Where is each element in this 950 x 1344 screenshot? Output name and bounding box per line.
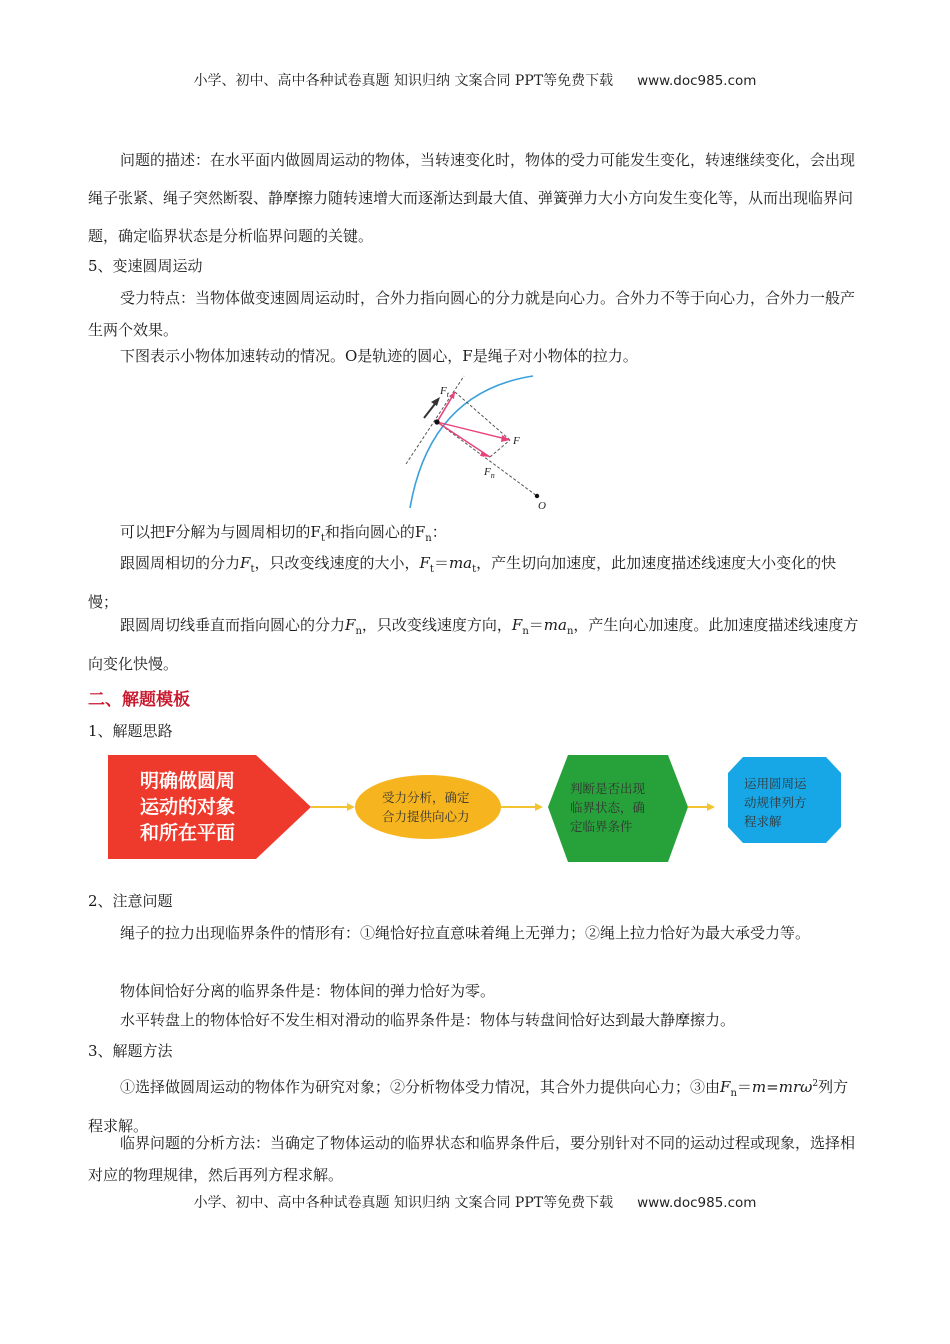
label-f: F bbox=[513, 435, 520, 447]
flow-step2-text: 受力分析，确定 合力提供向心力 bbox=[382, 790, 470, 824]
f-vector bbox=[437, 422, 510, 440]
page-header bbox=[0, 70, 950, 90]
label-o: O bbox=[538, 500, 546, 512]
flow-connector-3-head bbox=[707, 803, 715, 811]
flow-step4-text: 运用圆周运 动规律列方 程求解 bbox=[744, 776, 807, 829]
section5-paragraph-4: 跟圆周相切的分力$F_t$，只改变线速度的大小，$F_t=ma_t$，产生切向加速度，此加速度描述线速度大小变化的快慢； bbox=[88, 554, 837, 611]
center-point bbox=[535, 494, 539, 498]
flow-step2-shape bbox=[355, 775, 501, 839]
flow-step3-text: 判断是否出现 临界状态，确 定临界条件 bbox=[570, 781, 646, 834]
footer-text: 小学、初中、高中各种试卷真题 知识归纳 文案合同 PPT等免费下载 bbox=[193, 1195, 614, 1211]
page-footer bbox=[0, 1192, 950, 1212]
s3-paragraph-1: ①选择做圆周运动的物体作为研究对象；②分析物体受力情况，其合外力提供向心力；③由$F_n=m=mr\omega^2$列方程求解。 bbox=[88, 1078, 849, 1135]
section5-paragraph-2: 下图表示小物体加速转动的情况。O是轨迹的圆心，F是绳子对小物体的拉力。 bbox=[120, 347, 638, 365]
section5-title: 5、变速圆周运动 bbox=[88, 257, 203, 275]
footer-url[interactable]: www.doc985.com bbox=[637, 1195, 757, 1211]
header-url[interactable]: www.doc985.com bbox=[637, 73, 757, 89]
s3-title: 3、解题方法 bbox=[88, 1042, 173, 1060]
s3-paragraph-2: 临界问题的分析方法：当确定了物体运动的临界状态和临界条件后，要分别针对不同的运动过程或现象，选择相对应的物理规律，然后再列方程求解。 bbox=[88, 1134, 856, 1184]
solution-flowchart bbox=[108, 755, 843, 865]
section5-paragraph-3: 可以把F分解为与圆周相切的$F_t$和指向圆心的$F_n$： bbox=[120, 523, 447, 544]
header-text: 小学、初中、高中各种试卷真题 知识归纳 文案合同 PPT等免费下载 bbox=[193, 73, 614, 89]
label-fn: $F_n$ bbox=[484, 466, 495, 480]
force-diagram bbox=[400, 372, 560, 512]
radius-line bbox=[437, 422, 537, 496]
label-ft: $F_t$ bbox=[440, 385, 449, 399]
s1-title: 1、解题思路 bbox=[88, 722, 173, 740]
s2-paragraph-1: 绳子的拉力出现临界条件的情形有：①绳恰好拉直意味着绳上无弹力；②绳上拉力恰好为最大承受力等。 bbox=[120, 924, 811, 942]
object-point bbox=[434, 419, 439, 424]
flow-connector-2-head bbox=[535, 803, 543, 811]
tangent-line bbox=[406, 376, 464, 464]
s2-paragraph-3: 水平转盘上的物体恰好不发生相对滑动的临界条件是：物体与转盘间恰好达到最大静摩擦力。 bbox=[120, 1011, 736, 1029]
part2-title: 二、解题模板 bbox=[88, 690, 190, 710]
fn-construction-line bbox=[490, 440, 510, 457]
s2-paragraph-2: 物体间恰好分离的临界条件是：物体间的弹力恰好为零。 bbox=[120, 982, 496, 1000]
intro-paragraph: 问题的描述：在水平面内做圆周运动的物体，当转速变化时，物体的受力可能发生变化，转速继续变化，会出现绳子张紧、绳子突然断裂、静摩擦力随转速增大而逐渐达到最大值、弹簧弹力大小方向发生变化等，从而出现临界问题，确定临界状态是分析临界问题的关键。 bbox=[88, 151, 856, 245]
section5-paragraph-5: 跟圆周切线垂直而指向圆心的分力$F_n$，只改变线速度方向，$F_n=ma_n$，产生向心加速度。此加速度描述线速度方向变化快慢。 bbox=[88, 616, 859, 673]
velocity-arrowhead bbox=[431, 397, 440, 406]
section5-paragraph-1: 受力特点：当物体做变速圆周运动时，合外力指向圆心的分力就是向心力。合外力不等于向心力，合外力一般产生两个效果。 bbox=[88, 289, 856, 339]
flow-connector-1-head bbox=[347, 803, 355, 811]
flow-step1-text: 明确做圆周 运动的对象 和所在平面 bbox=[140, 770, 236, 844]
s2-title: 2、注意问题 bbox=[88, 892, 173, 910]
